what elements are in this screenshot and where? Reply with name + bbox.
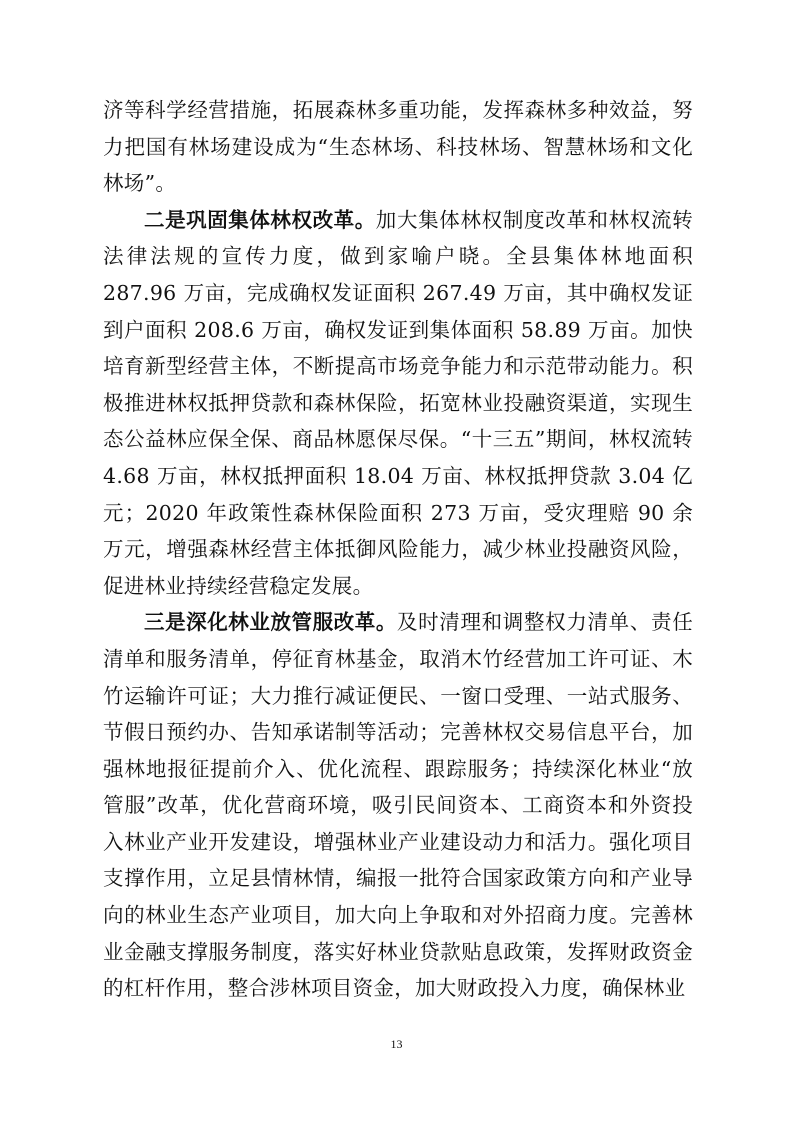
paragraph-continued [103, 92, 693, 202]
paragraph-3-lead: 三是深化林业放管服改革。 [144, 610, 397, 635]
paragraph-3-text: 及时清理和调整权力清单、责任清单和服务清单，停征育林基金，取消木竹经营加工许可证、木竹运输许可证；大力推行减证便民、一窗口受理、一站式服务、节假日预约办、告知承诺制等活动；完善林权交易信息平台，加强林地报征提前介入、优化流程、跟踪服务；持续深化林业“放管服”改革，优化营商环境，吸引民间资本、工商资本和外资投入林业产业开发建设，增强林业产业建设动力和活力。强化项目支撑作用，立足县情林情，编报一批符合国家政策方向和产业导向的林业生态产业项目，加大向上争取和对外招商力度。完善林业金融支撑服务制度，落实好林业贷款贴息政策，发挥财政资金的杠杆作用，整合涉林项目资金，加大财政投入力度，确保林业 [103, 610, 694, 1001]
paragraph-fangguanfu-reform [103, 604, 693, 1007]
paragraph-collective-forest-reform [103, 202, 693, 605]
paragraph-2-lead: 二是巩固集体林权改革。 [144, 207, 376, 232]
body-text [103, 92, 693, 1007]
page-number: 13 [390, 1037, 403, 1051]
paragraph-2-text: 加大集体林权制度改革和林权流转法律法规的宣传力度，做到家喻户晓。全县集体林地面积 287.96 万亩，完成确权发证面积 267.49 万亩，其中确权发证到户面积 208.6 万亩，确权发证到集体面积 58.89 万亩。加快培育新型经营主体，不断提高市场竞争能力和示范带动能力。积极推进林权抵押贷款和森林保险，拓宽林业投融资渠道，实现生态公益林应保全保、商品林愿保尽保。“十三五”期间，林权流转 4.68 万亩，林权抵押面积 18.04 万亩、林权抵押贷款 3.04 亿元；2020 年政策性森林保险面积 273 万亩，受灾理赔 90 余万元，增强森林经营主体抵御风险能力，减少林业投融资风险，促进林业持续经营稳定发展。 [103, 207, 694, 598]
paragraph-1-text: 济等科学经营措施，拓展森林多重功能，发挥森林多种效益，努力把国有林场建设成为“生态林场、科技林场、智慧林场和文化林场”。 [103, 98, 693, 196]
